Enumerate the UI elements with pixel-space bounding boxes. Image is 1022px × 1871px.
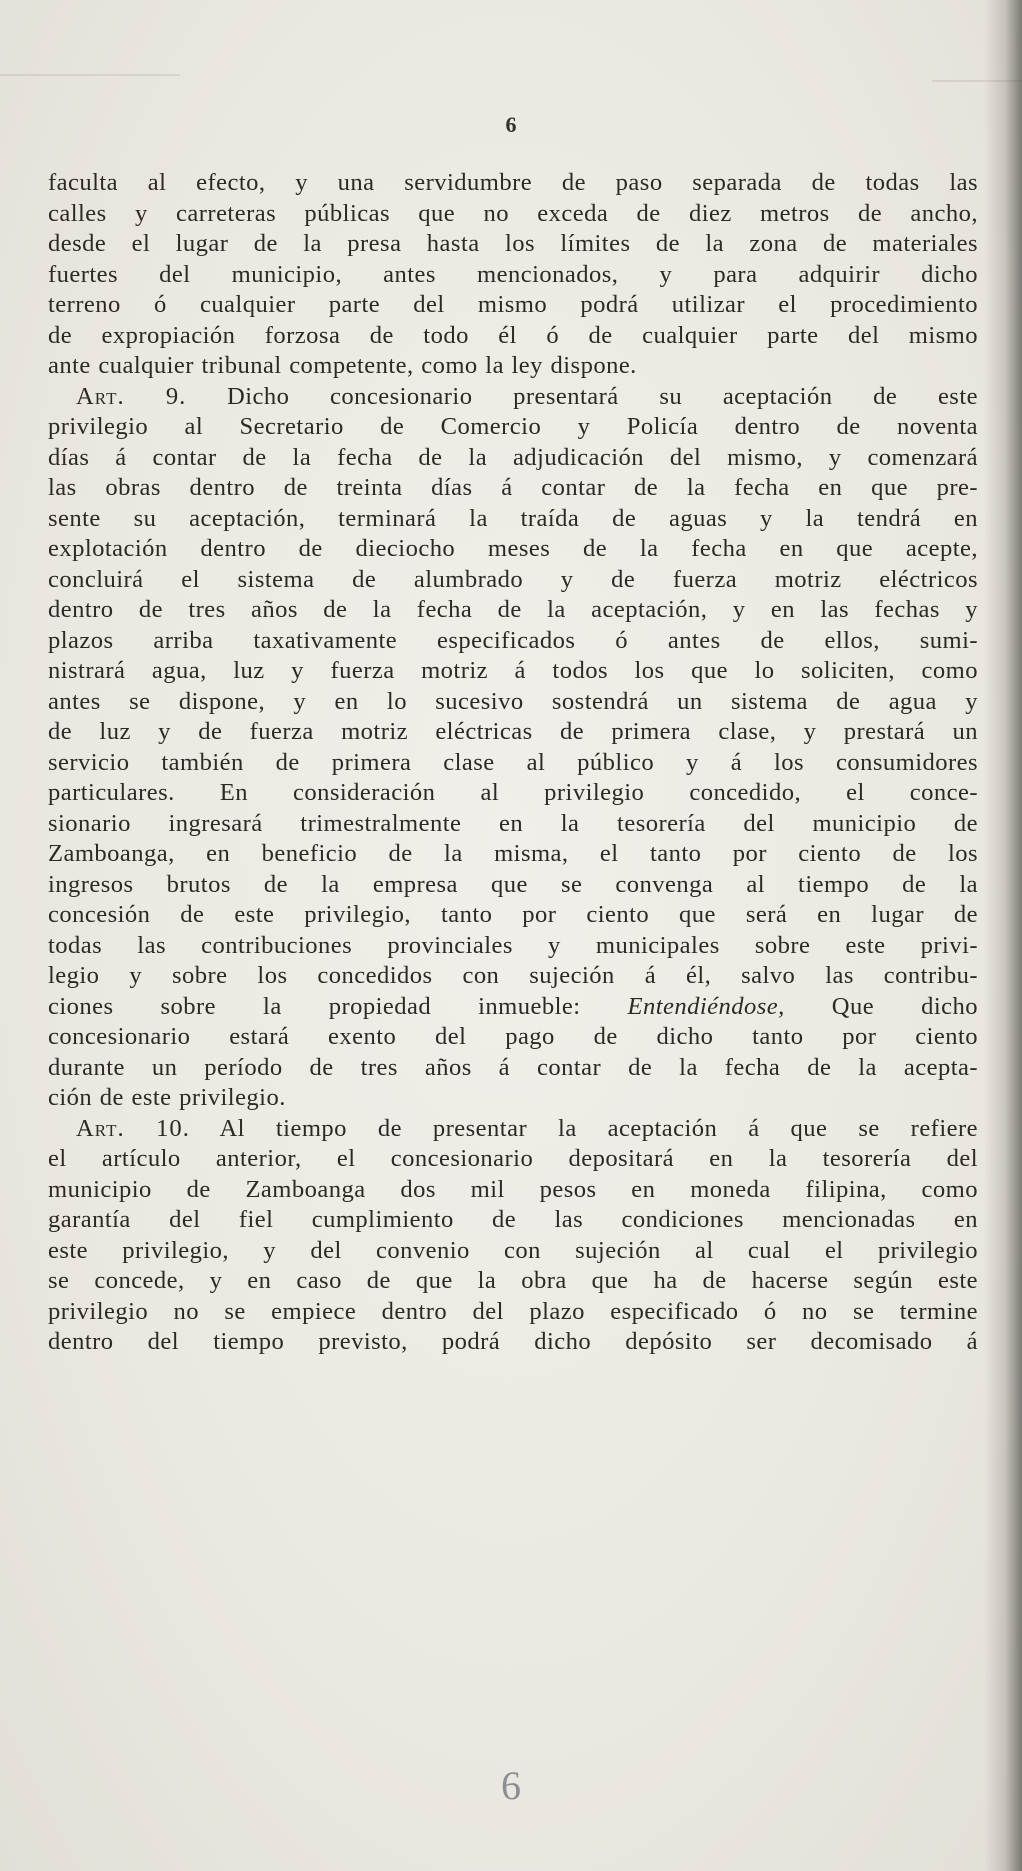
text-line: días á contar de la fecha de la adjudicación del mismo, y comenzará	[48, 443, 978, 471]
text-line: faculta al efecto, y una servidumbre de paso separada de todas las	[48, 169, 978, 196]
text-line: dentro del tiempo previsto, podrá dicho depósito ser decomisado á	[48, 1328, 978, 1355]
text-line: sionario ingresará trimestralmente en la tesorería del municipio de	[48, 809, 978, 837]
article-10-first-line-text: Al tiempo de presentar la aceptación á que se refiere	[219, 1114, 978, 1142]
article-10-first-line	[48, 1114, 978, 1145]
text-line: particulares. En consideración al privilegio concedido, el conce-	[48, 779, 978, 806]
text-line: de luz y de fuerza motriz eléctricas de primera clase, y prestará un	[48, 718, 978, 745]
text-line: terreno ó cualquier parte del mismo podrá utilizar el procedimiento	[48, 291, 978, 318]
text-line: de expropiación forzosa de todo él ó de cualquier parte del mismo	[48, 321, 978, 349]
text-line: este privilegio, y del convenio con sujeción al cual el privilegio	[48, 1236, 978, 1264]
text-line: sente su aceptación, terminará la traída de aguas y la tendrá en	[48, 504, 978, 532]
text-line: Zamboanga, en beneficio de la misma, el tanto por ciento de los	[48, 840, 978, 867]
text-line: privilegio no se empiece dentro del plazo especificado ó no se termine	[48, 1297, 978, 1325]
text-line: desde el lugar de la presa hasta los límites de la zona de materiales	[48, 230, 978, 257]
body-text	[48, 168, 978, 1358]
text-line: las obras dentro de treinta días á contar de la fecha en que pre-	[48, 474, 978, 501]
text-line: todas las contribuciones provinciales y municipales sobre este privi-	[48, 931, 978, 959]
text-line: ción de este privilegio.	[48, 1084, 286, 1111]
text-line: servicio también de primera clase al público y á los consumidores	[48, 748, 978, 776]
footer-page-mark: 6	[501, 1763, 521, 1808]
text-line: explotación dentro de dieciocho meses de la fecha en que acepte,	[48, 535, 978, 562]
article-9-label: Art. 9.	[76, 382, 187, 410]
entendiendose-line	[48, 992, 978, 1023]
entendiendose-word: Entendiéndose,	[627, 992, 785, 1020]
entendiendose-suffix: Que dicho	[831, 992, 978, 1020]
article-9-first-line	[48, 382, 978, 413]
text-line: calles y carreteras públicas que no exceda de diez metros de ancho,	[48, 199, 978, 227]
text-line: concesionario estará exento del pago de dicho tanto por ciento	[48, 1023, 978, 1050]
text-line: concluirá el sistema de alumbrado y de fuerza motriz eléctricos	[48, 565, 978, 593]
text-line: ante cualquier tribunal competente, como la ley dispone.	[48, 352, 637, 379]
text-line: ingresos brutos de la empresa que se convenga al tiempo de la	[48, 870, 978, 898]
text-line: concesión de este privilegio, tanto por ciento que será en lugar de	[48, 901, 978, 928]
text-line: plazos arriba taxativamente especificados ó antes de ellos, sumi-	[48, 626, 978, 654]
text-line: dentro de tres años de la fecha de la aceptación, y en las fechas y	[48, 596, 978, 623]
text-line: garantía del fiel cumplimiento de las condiciones mencionadas en	[48, 1206, 978, 1233]
text-line: se concede, y en caso de que la obra que ha de hacerse según este	[48, 1267, 978, 1294]
article-10-label: Art. 10.	[76, 1114, 190, 1142]
text-line: durante un período de tres años á contar de la fecha de la acepta-	[48, 1053, 978, 1081]
text-line: legio y sobre los concedidos con sujeción á él, salvo las contribu-	[48, 962, 978, 989]
article-9-first-line-text: Dicho concesionario presentará su aceptación de este	[226, 382, 978, 410]
scan-edge-mark	[0, 74, 180, 76]
text-line: privilegio al Secretario de Comercio y Policía dentro de noventa	[48, 413, 978, 440]
binding-shadow	[984, 0, 1022, 1871]
text-line: antes se dispone, y en lo sucesivo sostendrá un sistema de agua y	[48, 687, 978, 715]
text-line: nistrará agua, luz y fuerza motriz á todos los que lo soliciten, como	[48, 657, 978, 684]
text-line: el artículo anterior, el concesionario depositará en la tesorería del	[48, 1145, 978, 1172]
text-line: fuertes del municipio, antes mencionados, y para adquirir dicho	[48, 260, 978, 288]
text-line: municipio de Zamboanga dos mil pesos en moneda filipina, como	[48, 1175, 978, 1203]
entendiendose-prefix: ciones sobre la propiedad inmueble:	[48, 992, 581, 1020]
page-number: 6	[505, 112, 517, 137]
